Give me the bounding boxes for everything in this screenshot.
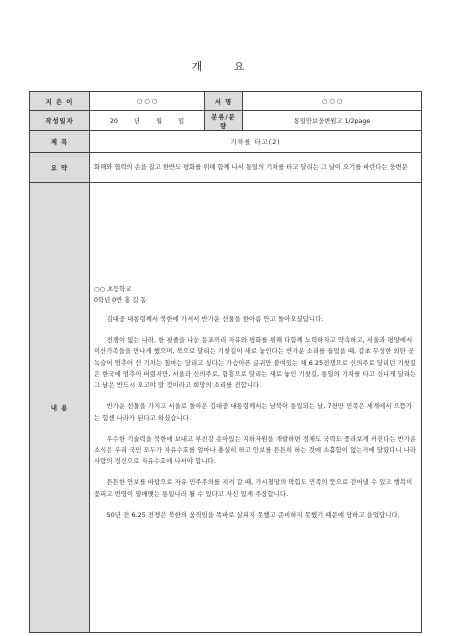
date-month-unit: 월 [155, 118, 163, 125]
paragraph: 전쟁이 없는 나라, 한 핏줄을 나눈 동포끼리 자유와 평화를 위해 다함께 노력하자고 약속하고, 서울과 평양에서 이산가족들을 만나게 했으며, 북으로 달리는 기찻길이 새로 놓인다는 반가운 소리를 들었을 때, 갑초 무성한 외딴 곳 녹슬어 멈추어 선 기차는 철마는 달리고 싶다는 가슴아픈 글귀만 붙여있는 채 6.25전쟁으로 신의주로 달리던 기찻길은 한국에 멈추어 버렸지만, 서울과 신의주로, 함흥으로 달리는 새로 놓인 기찻길, 통일의 기차를 타고 신나게 달리는 그 날은 반드시 오고야 말 것이라고 희망의 소리를 전합니다. [94, 337, 417, 390]
summary-table [29, 91, 422, 633]
subject-label: 제 목 [30, 131, 90, 153]
paragraph: 튼튼한 안보를 바탕으로 자유 민주주의를 지켜 갈 때, 가시철망의 막힘도 민족의 뜻으로 걷어낼 수 있고 행복이 꽃피고 번영이 열매맺는 통일나라 될 수 있다고 자신 있게 주장합니다. [94, 479, 413, 498]
date-year: 20 [109, 118, 118, 125]
summary-value: 화해와 협력의 손을 잡고 한반도 평화를 위해 함께 나서 통일의 기차를 타고 달리는 그 날이 오기를 바란다는 웅변문 [90, 153, 422, 183]
document-title: 개 요 [191, 60, 259, 73]
date-label: 작성일자 [30, 111, 90, 131]
date-day-unit: 일 [178, 118, 185, 125]
signature-label: 서 명 [205, 92, 243, 111]
grade-and-name: 0학년 0반 홍 길 동 [94, 297, 147, 305]
subject-value: 기차를 타고(2) [90, 131, 422, 153]
author-value: ○ ○ ○ [90, 92, 205, 111]
author-block [94, 284, 417, 306]
summary-label: 요 약 [30, 153, 90, 183]
category-value: 통일안보웅변원고 1/2page [243, 111, 422, 131]
content-label: 내 용 [30, 183, 90, 633]
paragraph: 우수한 기술력을 북한에 보내고 부진강 솟아있는 지하자원을 개발하면 경제도 국력도 풍라보게 커진다는 반가운 소식은 우리 국민 모두가 자유수호를 얼마나 충실히 하고 안보를 튼튼히 하는 것에 소홀함이 없는가에 달렸다니 나라사랑의 정신으로 자유수호에 나서야 합니다. [94, 435, 417, 466]
date-value [90, 111, 205, 131]
date-year-unit: 년 [133, 118, 140, 125]
school-name: ○○ 초등학교 [94, 286, 132, 294]
signature-value: ○ ○ ○ [243, 92, 422, 111]
paragraph: 반가운 선물을 가지고 서울로 돌아온 김대중 대통령께서는 남북이 통일되는 날, 7천만 민족은 세계에서 으뜸가는 힘센 나라가 된다고 하셨습니다. [94, 403, 413, 422]
paragraph: 50년 전 6.25 전쟁은 북한의 움직임을 똑바로 살피지 못했고 준비하지 못했기 때문에 당하고 을었답니다. [106, 511, 400, 519]
content-body [90, 183, 422, 633]
author-label: 지 은 이 [30, 92, 90, 111]
paragraph: 김대중 대통령께서 북한에 가셔서 반가운 선물을 한아름 안고 돌아오셨답니다. [106, 316, 324, 324]
category-label: 분류/분량 [205, 111, 243, 131]
